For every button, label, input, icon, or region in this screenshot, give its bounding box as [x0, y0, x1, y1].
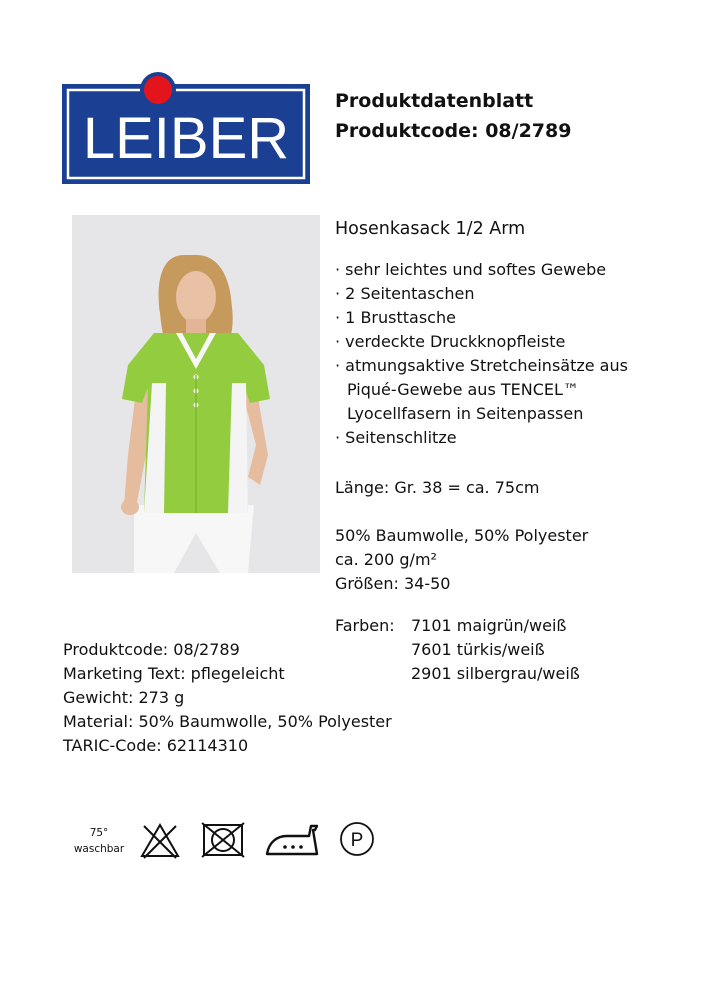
feature-item: · 2 Seitentaschen — [335, 284, 475, 303]
wash-temperature: 75° — [89, 827, 109, 839]
document-title: Produktdatenblatt — [335, 90, 534, 112]
sizes-line: Größen: 34-50 — [335, 574, 451, 593]
feature-list — [335, 258, 675, 450]
info-line: Gewicht: 273 g — [63, 688, 185, 707]
material-line: 50% Baumwolle, 50% Polyester — [335, 526, 589, 545]
color-item: 7601 türkis/weiß — [411, 640, 545, 659]
color-list — [411, 614, 580, 686]
product-code-heading: Produktcode: 08/2789 — [335, 120, 572, 142]
info-line: Produktcode: 08/2789 — [63, 640, 240, 659]
material-block — [335, 524, 588, 596]
logo-text: LEIBER — [82, 106, 290, 171]
wash-label: waschbar — [73, 843, 125, 855]
info-line: TARIC-Code: 62114310 — [63, 736, 249, 755]
no-bleach-icon — [138, 820, 182, 864]
product-info-block — [63, 638, 392, 758]
color-item: 2901 silbergrau/weiß — [411, 664, 580, 683]
leiber-logo — [62, 72, 310, 184]
feature-item: Piqué-Gewebe aus TENCEL™ — [347, 380, 579, 399]
product-name: Hosenkasack 1/2 Arm — [335, 219, 526, 239]
dry-clean-letter: P — [350, 830, 364, 851]
professional-cleaning-p-icon — [338, 820, 376, 864]
colors-label: Farben: — [335, 616, 395, 635]
no-tumble-dry-icon — [200, 820, 246, 864]
feature-item: Lyocellfasern in Seitenpassen — [347, 404, 584, 423]
color-item: 7101 maigrün/weiß — [411, 616, 567, 635]
feature-item: · sehr leichtes und softes Gewebe — [335, 260, 607, 279]
feature-item: · 1 Brusttasche — [335, 308, 456, 327]
info-line: Marketing Text: pflegeleicht — [63, 664, 285, 683]
info-line: Material: 50% Baumwolle, 50% Polyester — [63, 712, 392, 731]
feature-item: · Seitenschlitze — [335, 428, 457, 447]
length-info: Länge: Gr. 38 = ca. 75cm — [335, 478, 540, 497]
iron-icon — [263, 820, 321, 864]
weight-line: ca. 200 g/m² — [335, 550, 437, 569]
product-photo — [72, 215, 320, 573]
feature-item: · verdeckte Druckknopfleiste — [335, 332, 566, 351]
feature-item: · atmungsaktive Stretcheinsätze aus — [335, 356, 628, 375]
wash-instruction — [66, 825, 132, 857]
